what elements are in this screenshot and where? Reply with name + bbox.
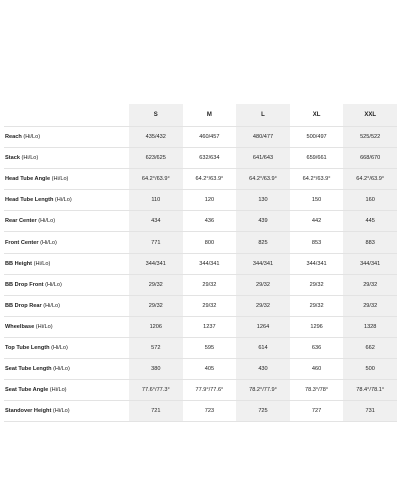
- row-label: [4, 190, 129, 211]
- value-cell-l: 130: [236, 190, 290, 211]
- table-row: [4, 317, 397, 338]
- size-header-s: S: [129, 104, 183, 127]
- parameter-name: Seat Tube Angle: [5, 387, 49, 394]
- value-cell-l: 1264: [236, 317, 290, 338]
- value-cell-xl: 29/32: [290, 275, 344, 296]
- value-cell-l: 614: [236, 338, 290, 359]
- value-cell-s: 721: [129, 401, 183, 422]
- value-cell-s: 29/32: [129, 275, 183, 296]
- value-cell-l: 344/341: [236, 254, 290, 275]
- value-cell-s: 344/341: [129, 254, 183, 275]
- value-cell-xl: 150: [290, 190, 344, 211]
- table-row: [4, 359, 397, 380]
- value-cell-xxl: 64.2°/63.9°: [343, 169, 397, 190]
- row-label: [4, 211, 129, 232]
- parameter-name: Wheelbase: [5, 323, 35, 330]
- parameter-name: Stack: [5, 155, 20, 162]
- table-row: [4, 190, 397, 211]
- value-cell-s: 434: [129, 211, 183, 232]
- size-header-xl: XL: [290, 104, 344, 127]
- parameter-qualifier: (Hi/Lo): [32, 260, 51, 267]
- parameter-qualifier: (Hi/Lo): [19, 155, 39, 162]
- geometry-table: [4, 104, 397, 422]
- table-row: [4, 169, 397, 190]
- row-label: [4, 169, 129, 190]
- value-cell-s: 64.2°/63.9°: [129, 169, 183, 190]
- value-cell-xl: 500/497: [290, 127, 344, 148]
- parameter-qualifier: (Hi/Lo): [34, 323, 53, 330]
- row-label: [4, 127, 129, 148]
- parameter-name: BB Height: [5, 260, 33, 267]
- value-cell-xxl: 344/341: [343, 254, 397, 275]
- parameter-qualifier: (Hi/Lo): [41, 302, 61, 309]
- value-cell-xxl: 731: [343, 401, 397, 422]
- parameter-qualifier: (Hi/Lo): [36, 218, 56, 225]
- value-cell-l: 29/32: [236, 296, 290, 317]
- size-header-row: [4, 104, 397, 127]
- value-cell-xl: 1296: [290, 317, 344, 338]
- value-cell-s: 623/625: [129, 148, 183, 169]
- value-cell-s: 110: [129, 190, 183, 211]
- value-cell-xxl: 29/32: [343, 275, 397, 296]
- parameter-name: BB Drop Front: [5, 281, 44, 288]
- value-cell-xxl: 445: [343, 211, 397, 232]
- value-cell-l: 725: [236, 401, 290, 422]
- table-row: [4, 232, 397, 253]
- row-label: [4, 338, 129, 359]
- parameter-qualifier: (Hi/Lo): [49, 344, 68, 351]
- value-cell-s: 771: [129, 232, 183, 253]
- value-cell-xl: 460: [290, 359, 344, 380]
- header-blank-cell: [4, 104, 129, 127]
- value-cell-xl: 442: [290, 211, 344, 232]
- value-cell-xxl: 883: [343, 232, 397, 253]
- parameter-qualifier: (Hi/Lo): [53, 197, 72, 204]
- value-cell-m: 344/341: [183, 254, 237, 275]
- value-cell-s: 1206: [129, 317, 183, 338]
- value-cell-m: 723: [183, 401, 237, 422]
- value-cell-l: 439: [236, 211, 290, 232]
- table-row: [4, 401, 397, 422]
- value-cell-m: 120: [183, 190, 237, 211]
- row-label: [4, 317, 129, 338]
- value-cell-s: 572: [129, 338, 183, 359]
- table-row: [4, 148, 397, 169]
- value-cell-xxl: 29/32: [343, 296, 397, 317]
- parameter-qualifier: (Hi/Lo): [43, 281, 62, 288]
- row-label: [4, 296, 129, 317]
- value-cell-xxl: 525/522: [343, 127, 397, 148]
- table-row: [4, 127, 397, 148]
- parameter-name: Standover Height: [5, 408, 52, 415]
- value-cell-m: 29/32: [183, 275, 237, 296]
- value-cell-xxl: 1328: [343, 317, 397, 338]
- parameter-name: BB Drop Rear: [5, 302, 42, 309]
- value-cell-m: 29/32: [183, 296, 237, 317]
- value-cell-xxl: 160: [343, 190, 397, 211]
- parameter-qualifier: (Hi/Lo): [50, 176, 69, 183]
- row-label: [4, 254, 129, 275]
- size-header-xxl: XXL: [343, 104, 397, 127]
- row-label: [4, 380, 129, 401]
- table-row: [4, 275, 397, 296]
- value-cell-l: 29/32: [236, 275, 290, 296]
- value-cell-m: 436: [183, 211, 237, 232]
- parameter-qualifier: (Hi/Lo): [51, 366, 70, 373]
- value-cell-l: 480/477: [236, 127, 290, 148]
- table-row: [4, 254, 397, 275]
- parameter-name: Head Tube Angle: [5, 176, 51, 183]
- table-row: [4, 296, 397, 317]
- value-cell-l: 430: [236, 359, 290, 380]
- value-cell-m: 460/457: [183, 127, 237, 148]
- value-cell-xxl: 668/670: [343, 148, 397, 169]
- value-cell-m: 405: [183, 359, 237, 380]
- value-cell-xl: 64.2°/63.9°: [290, 169, 344, 190]
- value-cell-l: 825: [236, 232, 290, 253]
- size-header-m: M: [183, 104, 237, 127]
- value-cell-l: 641/643: [236, 148, 290, 169]
- table-row: [4, 211, 397, 232]
- value-cell-xxl: 500: [343, 359, 397, 380]
- value-cell-xl: 853: [290, 232, 344, 253]
- value-cell-xl: 29/32: [290, 296, 344, 317]
- value-cell-m: 595: [183, 338, 237, 359]
- row-label: [4, 232, 129, 253]
- value-cell-xxl: 78.4°/78.1°: [343, 380, 397, 401]
- value-cell-m: 800: [183, 232, 237, 253]
- parameter-name: Top Tube Length: [5, 344, 50, 351]
- parameter-name: Rear Center: [5, 218, 37, 225]
- size-header-l: L: [236, 104, 290, 127]
- value-cell-l: 64.2°/63.9°: [236, 169, 290, 190]
- parameter-qualifier: (Hi/Lo): [51, 408, 70, 415]
- row-label: [4, 401, 129, 422]
- row-label: [4, 148, 129, 169]
- value-cell-m: 77.9°/77.6°: [183, 380, 237, 401]
- table-row: [4, 338, 397, 359]
- value-cell-s: 77.6°/77.3°: [129, 380, 183, 401]
- value-cell-l: 78.2°/77.9°: [236, 380, 290, 401]
- parameter-name: Head Tube Length: [5, 197, 54, 204]
- value-cell-xxl: 662: [343, 338, 397, 359]
- value-cell-s: 435/432: [129, 127, 183, 148]
- value-cell-xl: 636: [290, 338, 344, 359]
- parameter-name: Reach: [5, 134, 22, 141]
- parameter-qualifier: (Hi/Lo): [38, 239, 57, 246]
- parameter-name: Seat Tube Length: [5, 366, 52, 373]
- value-cell-xl: 727: [290, 401, 344, 422]
- table-row: [4, 380, 397, 401]
- value-cell-xl: 78.3°/78°: [290, 380, 344, 401]
- parameter-qualifier: (Hi/Lo): [48, 387, 67, 394]
- value-cell-xl: 344/341: [290, 254, 344, 275]
- parameter-qualifier: (Hi/Lo): [21, 134, 41, 141]
- value-cell-m: 1237: [183, 317, 237, 338]
- row-label: [4, 359, 129, 380]
- value-cell-m: 64.2°/63.9°: [183, 169, 237, 190]
- value-cell-s: 29/32: [129, 296, 183, 317]
- value-cell-xl: 659/661: [290, 148, 344, 169]
- value-cell-m: 632/634: [183, 148, 237, 169]
- value-cell-s: 380: [129, 359, 183, 380]
- parameter-name: Front Center: [5, 239, 39, 246]
- row-label: [4, 275, 129, 296]
